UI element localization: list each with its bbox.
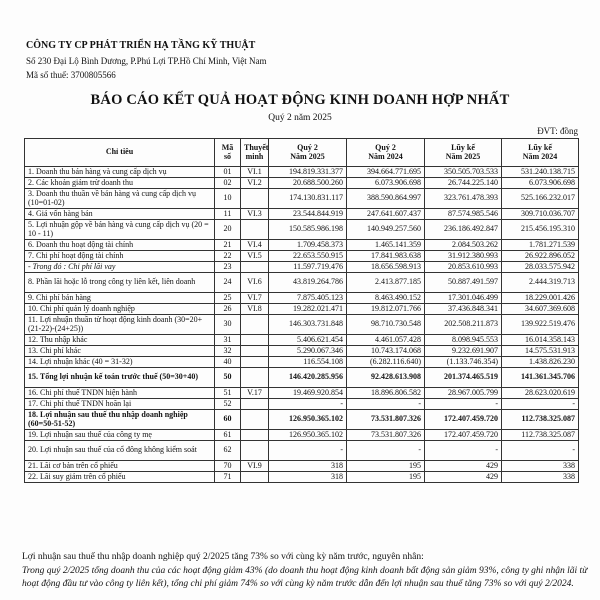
cell-ytd-2025: 28.967.005.799	[425, 388, 502, 399]
cell-note	[241, 335, 269, 346]
cell-ytd-2025: 8.098.945.553	[425, 335, 502, 346]
table-row	[25, 178, 579, 189]
cell-ytd-2025: 172.407.459.720	[425, 430, 502, 441]
cell-q2-2025: 318	[269, 461, 347, 472]
cell-item: - Trong đó : Chi phí lãi vay	[25, 262, 215, 273]
table-row	[25, 441, 579, 461]
company-address: Số 230 Đại Lộ Bình Dương, P.Phú Lợi TP.Hồ Chí Minh, Việt Nam	[26, 56, 267, 66]
cell-code: 52	[215, 399, 241, 410]
cell-code: 60	[215, 410, 241, 430]
table-row	[25, 240, 579, 251]
cell-q2-2025: 150.585.986.198	[269, 220, 347, 240]
cell-ytd-2025: 2.084.503.262	[425, 240, 502, 251]
cell-q2-2025: 20.688.500.260	[269, 178, 347, 189]
cell-q2-2025: 126.950.365.102	[269, 410, 347, 430]
cell-q2-2025: 126.950.365.102	[269, 430, 347, 441]
cell-ytd-2024: 338	[502, 461, 579, 472]
cell-item: 19. Lợi nhuận sau thuế của công ty mẹ	[25, 430, 215, 441]
profit-note-explanation: Trong quý 2/2025 tổng doanh thu của các hoạt động giảm 43% (do doanh thu hoạt động kinh doanh bất động sản giảm 93%, công ty ghi nhận lãi từ hoạt động đầu tư vào công ty liên kết), tổng chi phí giảm 74% so với cùng kỳ năm trước dẫn đến lợi nhuận sau thuế tăng 73% so với quý 2/2024.	[22, 566, 588, 589]
cell-ytd-2024: 16.014.358.143	[502, 335, 579, 346]
cell-note	[241, 262, 269, 273]
cell-code: 32	[215, 346, 241, 357]
cell-q2-2024: 98.710.730.548	[347, 315, 425, 335]
col-header-q2-2024: Quý 2 Năm 2024	[347, 139, 425, 167]
cell-q2-2024: 17.841.983.638	[347, 251, 425, 262]
cell-item: 10. Chi phí quản lý doanh nghiệp	[25, 304, 215, 315]
cell-ytd-2024: 14.575.531.913	[502, 346, 579, 357]
cell-item: 16. Chi phí thuế TNDN hiện hành	[25, 388, 215, 399]
cell-code: 26	[215, 304, 241, 315]
cell-q2-2025: -	[269, 441, 347, 461]
cell-code: 50	[215, 368, 241, 388]
cell-note	[241, 472, 269, 483]
cell-ytd-2024: 215.456.195.310	[502, 220, 579, 240]
table-row	[25, 357, 579, 368]
income-statement-table	[24, 138, 579, 483]
table-row	[25, 220, 579, 240]
cell-note: VI.3	[241, 209, 269, 220]
table-row	[25, 461, 579, 472]
cell-q2-2024: 195	[347, 472, 425, 483]
report-title: BÁO CÁO KẾT QUẢ HOẠT ĐỘNG KINH DOANH HỢP NHẤT	[90, 92, 510, 108]
cell-q2-2025: 174.130.831.117	[269, 189, 347, 209]
cell-ytd-2025: 429	[425, 472, 502, 483]
cell-q2-2024: 18.656.598.913	[347, 262, 425, 273]
cell-ytd-2025: 323.761.478.393	[425, 189, 502, 209]
cell-code: 02	[215, 178, 241, 189]
cell-ytd-2024: 139.922.519.476	[502, 315, 579, 335]
table-row	[25, 293, 579, 304]
cell-q2-2024: 6.073.906.698	[347, 178, 425, 189]
cell-ytd-2024: 531.240.138.715	[502, 167, 579, 178]
cell-item: 18. Lợi nhuận sau thuế thu nhập doanh nghiệp (60=50-51-52)	[25, 410, 215, 430]
cell-q2-2024: 8.463.490.152	[347, 293, 425, 304]
cell-ytd-2025: 236.186.492.847	[425, 220, 502, 240]
cell-q2-2024: 73.531.807.326	[347, 410, 425, 430]
cell-note	[241, 220, 269, 240]
cell-note: VI.5	[241, 251, 269, 262]
table-row	[25, 472, 579, 483]
table-row	[25, 430, 579, 441]
cell-ytd-2025: 17.301.046.499	[425, 293, 502, 304]
cell-q2-2024: 195	[347, 461, 425, 472]
table-row	[25, 410, 579, 430]
cell-note	[241, 430, 269, 441]
cell-note	[241, 346, 269, 357]
cell-ytd-2024: 18.229.001.426	[502, 293, 579, 304]
cell-q2-2024: 2.413.877.185	[347, 273, 425, 293]
cell-q2-2025: 43.819.264.786	[269, 273, 347, 293]
cell-ytd-2024: 112.738.325.087	[502, 430, 579, 441]
table-row	[25, 251, 579, 262]
cell-q2-2024: 1.465.141.359	[347, 240, 425, 251]
cell-q2-2024: 18.896.806.582	[347, 388, 425, 399]
cell-q2-2025: 5.406.621.454	[269, 335, 347, 346]
cell-item: 3. Doanh thu thuần về bán hàng và cung cấp dịch vụ (10=01-02)	[25, 189, 215, 209]
cell-note: VI.9	[241, 461, 269, 472]
cell-item: 14. Lợi nhuận khác (40 = 31-32)	[25, 357, 215, 368]
cell-code: 31	[215, 335, 241, 346]
cell-q2-2025: 22.653.550.915	[269, 251, 347, 262]
cell-note: VI.2	[241, 178, 269, 189]
cell-code: 51	[215, 388, 241, 399]
cell-q2-2025: 194.819.331.377	[269, 167, 347, 178]
cell-note	[241, 189, 269, 209]
cell-ytd-2024: 309.710.036.707	[502, 209, 579, 220]
cell-ytd-2025: 9.232.691.907	[425, 346, 502, 357]
cell-code: 10	[215, 189, 241, 209]
table-row	[25, 304, 579, 315]
cell-ytd-2024: 34.607.369.608	[502, 304, 579, 315]
cell-item: 2. Các khoản giảm trừ doanh thu	[25, 178, 215, 189]
table-row	[25, 209, 579, 220]
cell-q2-2025: 19.469.920.854	[269, 388, 347, 399]
cell-item: 17. Chi phí thuế TNDN hoãn lại	[25, 399, 215, 410]
cell-code: 22	[215, 251, 241, 262]
cell-ytd-2024: 1.438.826.230	[502, 357, 579, 368]
cell-q2-2025: 116.554.108	[269, 357, 347, 368]
table-row	[25, 399, 579, 410]
col-header-code: Mã số	[215, 139, 241, 167]
cell-ytd-2025: (1.133.746.354)	[425, 357, 502, 368]
tax-code: Mã số thuế: 3700805566	[26, 70, 116, 80]
cell-q2-2025: 11.597.719.476	[269, 262, 347, 273]
cell-ytd-2025: 50.887.491.597	[425, 273, 502, 293]
cell-note: VI.8	[241, 304, 269, 315]
cell-note	[241, 368, 269, 388]
cell-q2-2025: -	[269, 399, 347, 410]
cell-ytd-2025: 172.407.459.720	[425, 410, 502, 430]
cell-item: 20. Lợi nhuận sau thuế của cổ đông không kiểm soát	[25, 441, 215, 461]
cell-ytd-2025: -	[425, 399, 502, 410]
cell-q2-2024: 140.949.257.560	[347, 220, 425, 240]
cell-ytd-2024: 26.922.896.052	[502, 251, 579, 262]
cell-item: 6. Doanh thu hoạt động tài chính	[25, 240, 215, 251]
cell-note	[241, 357, 269, 368]
cell-q2-2024: 92.428.613.908	[347, 368, 425, 388]
cell-ytd-2024: 2.444.319.713	[502, 273, 579, 293]
report-period: Quý 2 năm 2025	[268, 113, 332, 123]
cell-ytd-2025: 20.853.610.993	[425, 262, 502, 273]
table-row	[25, 346, 579, 357]
cell-q2-2024: 4.461.057.428	[347, 335, 425, 346]
cell-item: 9. Chi phí bán hàng	[25, 293, 215, 304]
table-header-row	[25, 139, 579, 167]
cell-q2-2025: 7.875.405.123	[269, 293, 347, 304]
cell-ytd-2024: 28.033.575.942	[502, 262, 579, 273]
cell-item: 4. Giá vốn hàng bán	[25, 209, 215, 220]
cell-code: 30	[215, 315, 241, 335]
cell-q2-2024: 394.664.771.695	[347, 167, 425, 178]
table-row	[25, 189, 579, 209]
table-row	[25, 315, 579, 335]
cell-ytd-2025: 31.912.380.993	[425, 251, 502, 262]
cell-ytd-2024: 1.781.271.539	[502, 240, 579, 251]
cell-note	[241, 315, 269, 335]
cell-q2-2025: 146.303.731.848	[269, 315, 347, 335]
cell-ytd-2025: 87.574.985.546	[425, 209, 502, 220]
table-body	[25, 167, 579, 483]
cell-ytd-2024: 112.738.325.087	[502, 410, 579, 430]
cell-ytd-2024: 525.166.232.017	[502, 189, 579, 209]
cell-item: 12. Thu nhập khác	[25, 335, 215, 346]
cell-item: 8. Phần lãi hoặc lỗ trong công ty liên kết, liên doanh	[25, 273, 215, 293]
cell-item: 7. Chi phí hoạt động tài chính	[25, 251, 215, 262]
cell-ytd-2025: 350.505.703.533	[425, 167, 502, 178]
currency-unit: ĐVT: đồng	[537, 126, 578, 136]
cell-note	[241, 441, 269, 461]
cell-ytd-2025: -	[425, 441, 502, 461]
cell-ytd-2025: 201.374.465.519	[425, 368, 502, 388]
cell-item: 5. Lợi nhuận gộp về bán hàng và cung cấp dịch vụ (20 = 10 - 11)	[25, 220, 215, 240]
cell-note: VI.6	[241, 273, 269, 293]
cell-ytd-2025: 429	[425, 461, 502, 472]
cell-q2-2024: -	[347, 441, 425, 461]
cell-item: 13. Chi phí khác	[25, 346, 215, 357]
cell-code: 71	[215, 472, 241, 483]
cell-q2-2025: 146.420.285.956	[269, 368, 347, 388]
cell-note: V.17	[241, 388, 269, 399]
cell-ytd-2024: -	[502, 399, 579, 410]
profit-note-heading: Lợi nhuận sau thuế thu nhập doanh nghiệp quý 2/2025 tăng 73% so với cùng kỳ năm trước, nguyên nhân:	[22, 552, 424, 562]
col-header-ytd-2024: Lũy kế Năm 2024	[502, 139, 579, 167]
cell-code: 24	[215, 273, 241, 293]
cell-q2-2025: 5.290.067.346	[269, 346, 347, 357]
table-row	[25, 335, 579, 346]
cell-code: 11	[215, 209, 241, 220]
table-row	[25, 167, 579, 178]
cell-q2-2024: 388.590.864.997	[347, 189, 425, 209]
cell-note	[241, 410, 269, 430]
cell-code: 21	[215, 240, 241, 251]
cell-item: 11. Lợi nhuận thuần từ hoạt động kinh doanh (30=20+(21-22)-(24+25))	[25, 315, 215, 335]
cell-q2-2025: 19.282.021.471	[269, 304, 347, 315]
cell-code: 40	[215, 357, 241, 368]
cell-q2-2024: 19.812.071.766	[347, 304, 425, 315]
cell-item: 21. Lãi cơ bản trên cổ phiếu	[25, 461, 215, 472]
cell-ytd-2024: -	[502, 441, 579, 461]
cell-q2-2024: 73.531.807.326	[347, 430, 425, 441]
cell-note: VI.4	[241, 240, 269, 251]
company-name: CÔNG TY CP PHÁT TRIỂN HẠ TẦNG KỸ THUẬT	[26, 40, 256, 51]
cell-code: 25	[215, 293, 241, 304]
cell-q2-2025: 1.709.458.373	[269, 240, 347, 251]
cell-ytd-2025: 37.436.848.341	[425, 304, 502, 315]
col-header-ytd-2025: Lũy kế Năm 2025	[425, 139, 502, 167]
cell-item: 15. Tổng lợi nhuận kế toán trước thuế (50=30+40)	[25, 368, 215, 388]
cell-item: 1. Doanh thu bán hàng và cung cấp dịch vụ	[25, 167, 215, 178]
cell-code: 23	[215, 262, 241, 273]
table-row	[25, 262, 579, 273]
table-row	[25, 388, 579, 399]
col-header-q2-2025: Quý 2 Năm 2025	[269, 139, 347, 167]
cell-item: 22. Lãi suy giảm trên cổ phiếu	[25, 472, 215, 483]
cell-note: VI.7	[241, 293, 269, 304]
col-header-item: Chỉ tiêu	[25, 139, 215, 167]
cell-q2-2024: 247.641.607.437	[347, 209, 425, 220]
cell-note	[241, 399, 269, 410]
cell-code: 01	[215, 167, 241, 178]
cell-ytd-2025: 26.744.225.140	[425, 178, 502, 189]
cell-q2-2024: 10.743.174.068	[347, 346, 425, 357]
cell-ytd-2025: 202.508.211.873	[425, 315, 502, 335]
col-header-note: Thuyết minh	[241, 139, 269, 167]
cell-ytd-2024: 28.623.020.619	[502, 388, 579, 399]
table-row	[25, 368, 579, 388]
cell-code: 62	[215, 441, 241, 461]
cell-ytd-2024: 141.361.345.706	[502, 368, 579, 388]
cell-ytd-2024: 6.073.906.698	[502, 178, 579, 189]
cell-q2-2024: -	[347, 399, 425, 410]
cell-ytd-2024: 338	[502, 472, 579, 483]
cell-code: 61	[215, 430, 241, 441]
cell-q2-2024: (6.282.116.640)	[347, 357, 425, 368]
cell-code: 20	[215, 220, 241, 240]
cell-note: VI.1	[241, 167, 269, 178]
table-row	[25, 273, 579, 293]
cell-q2-2025: 318	[269, 472, 347, 483]
cell-q2-2025: 23.544.844.919	[269, 209, 347, 220]
cell-code: 70	[215, 461, 241, 472]
